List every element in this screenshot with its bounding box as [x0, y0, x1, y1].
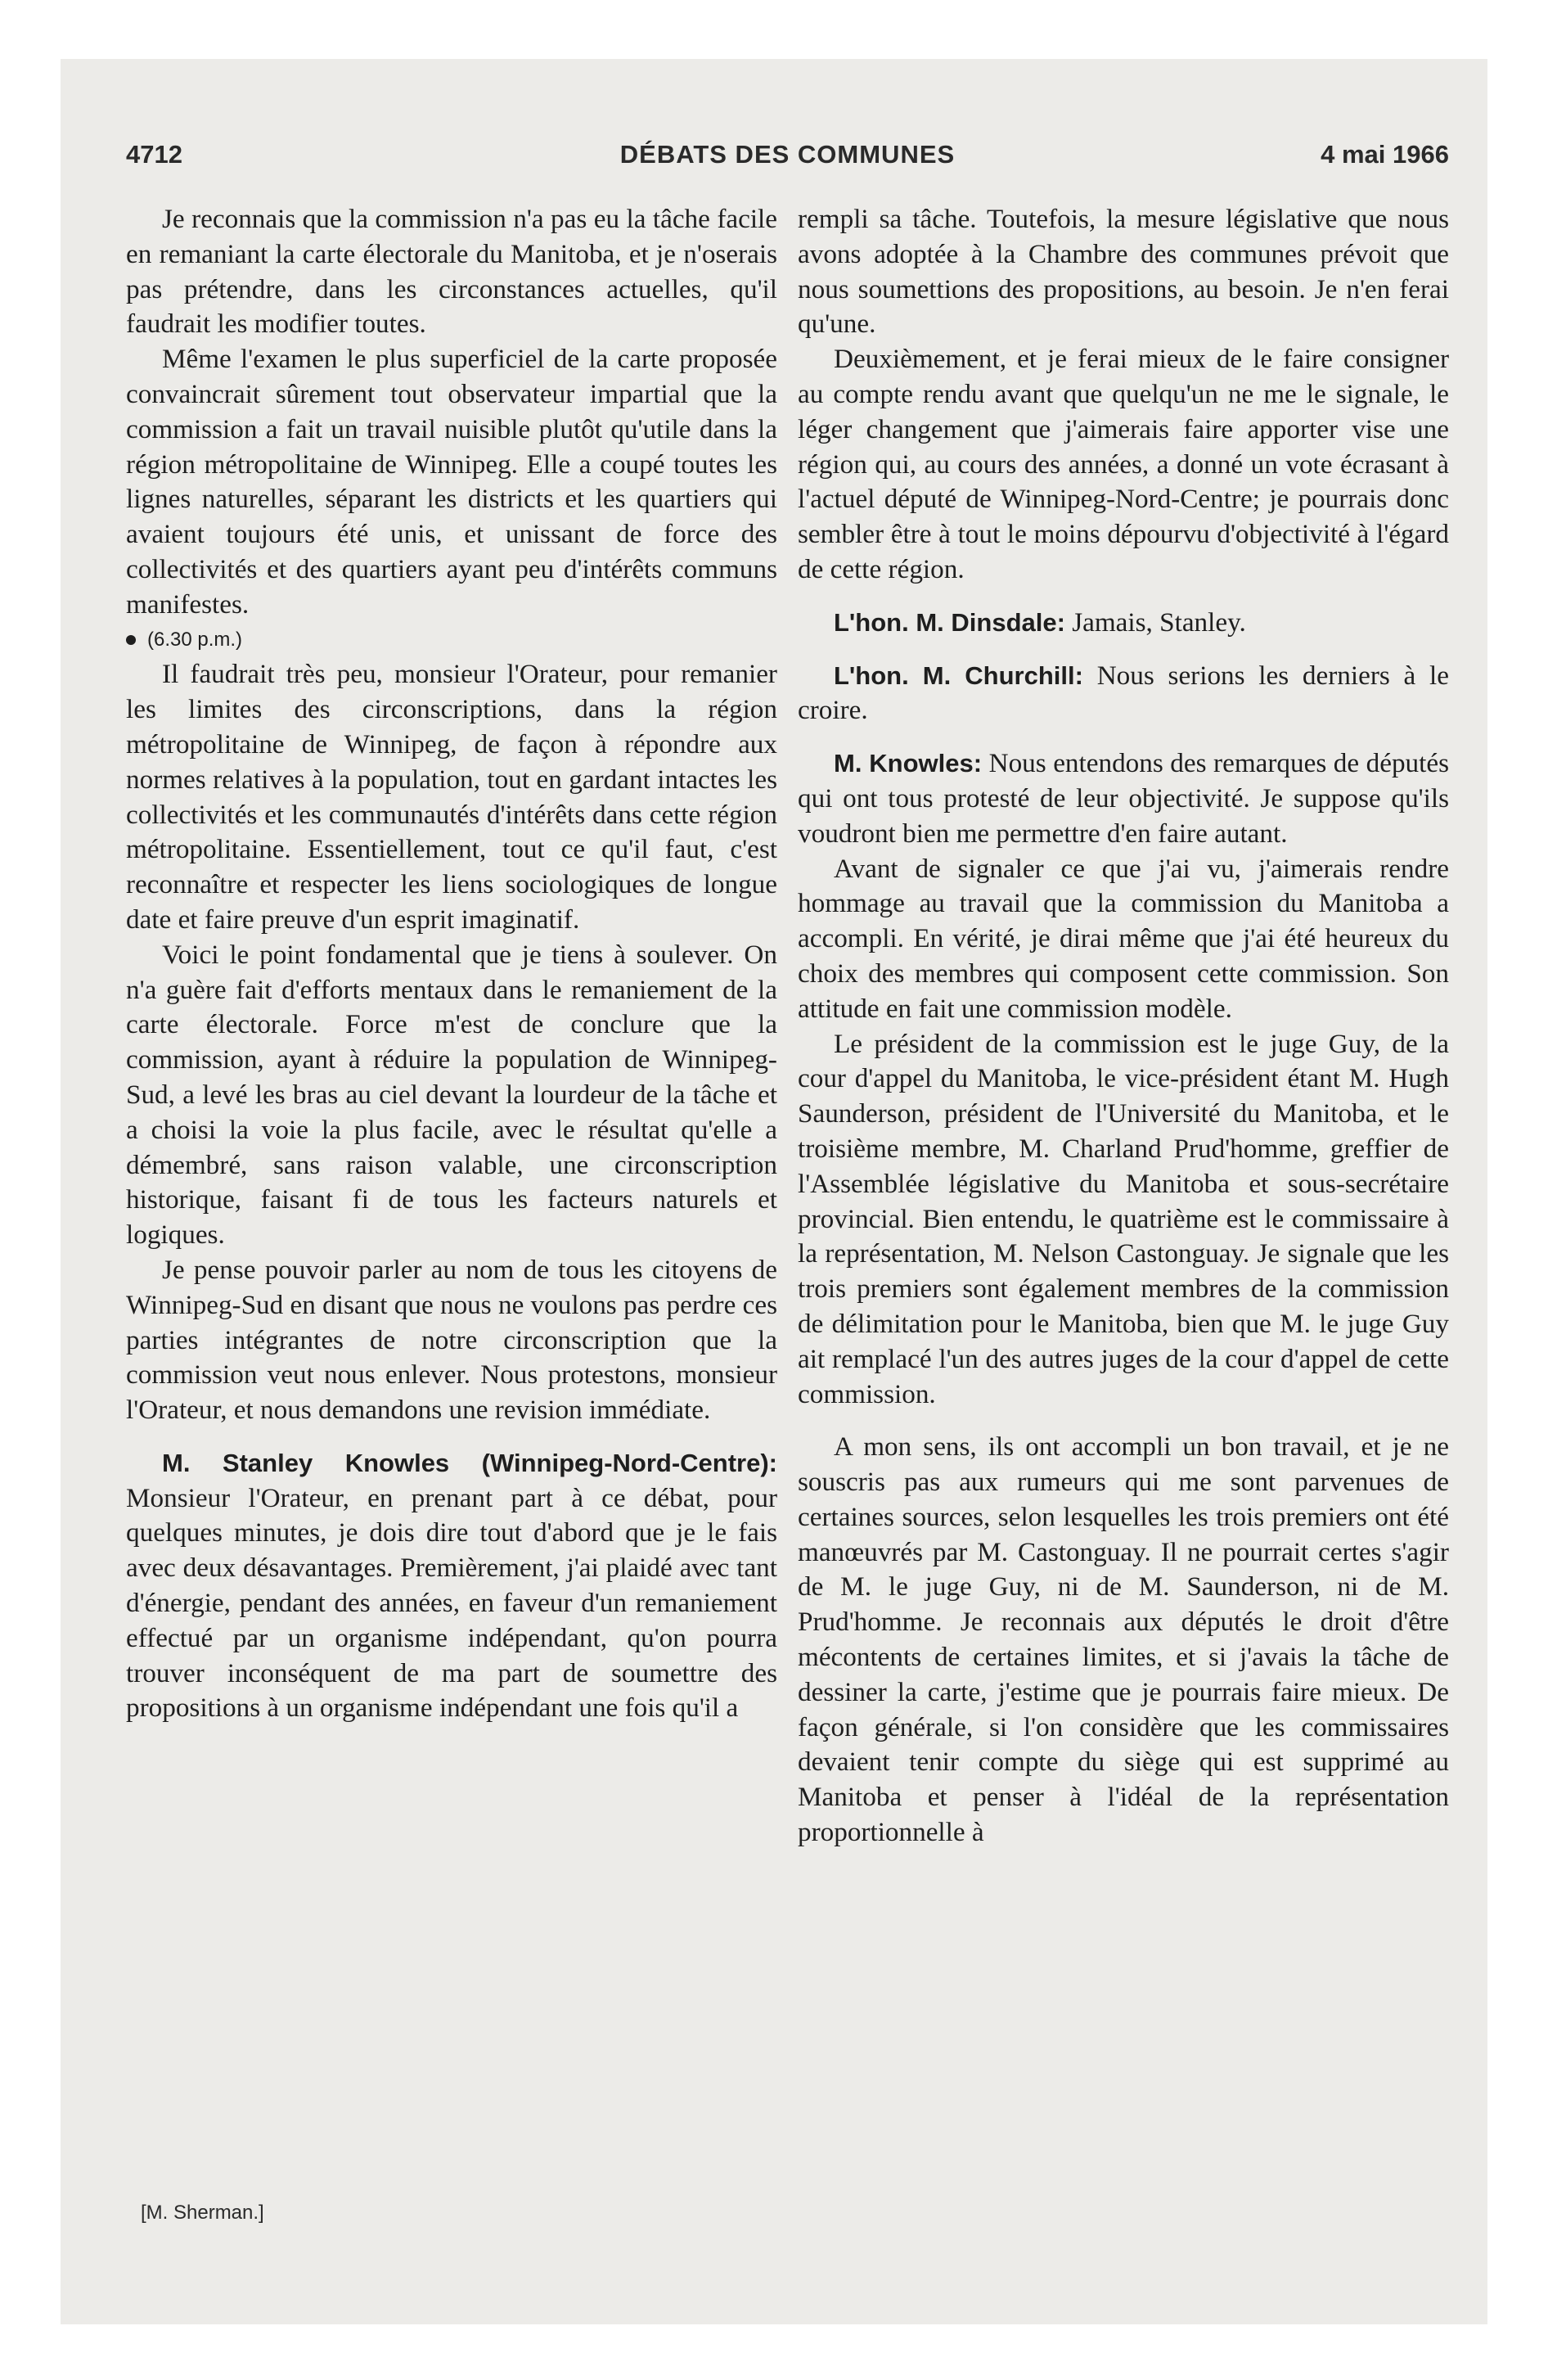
paragraph: Je pense pouvoir parler au nom de tous les citoyens de Winnipeg-Sud en disant que nous ne voulons pas perdre ces parties intégrantes de notre circonscription que la commission veut nous enlever. Nous protestons, monsieur l'Orateur, et nous demandons une revision immédiate.: [126, 1254, 777, 1426]
page-number: 4712: [126, 140, 182, 169]
speaker-name: L'hon. M. Churchill:: [834, 660, 1083, 690]
speech-text: Nous entendons des remarques de députés qui ont tous protesté de leur objectivité. Je suppose qu'ils voudront bien me permettre d'en faire autant.: [798, 748, 1450, 849]
paragraph: Le président de la commission est le juge Guy, de la cour d'appel du Manitoba, le vice-président étant M. Hugh Saunderson, président de l'Université du Manitoba, et le troisième membre, M. Charland Prud'homme, greffier de l'Assemblée législative du Manitoba et sous-secrétaire provincial. Bien entendu, le quatrième est le commissaire à la représentation, M. Nelson Castonguay. Je signale que les trois premiers sont également membres de la commission de délimitation pour le Manitoba, bien que M. le juge Guy ait remplacé l'un des autres juges de la cour d'appel de cette commission.: [798, 1028, 1449, 1409]
paragraph: Il faudrait très peu, monsieur l'Orateur, pour remanier les limites des circonscriptions, dans la région métropolitaine de Winnipeg, de façon à répondre aux normes relatives à la population, tout en gardant intactes les collectivités et les communautés d'intérêts dans cette région métropolitaine. Essentiellement, tout ce qu'il faut, c'est reconnaître et respecter les liens sociologiques de longue date et faire preuve d'un esprit imaginatif.: [126, 659, 777, 935]
speech-paragraph: [798, 659, 1449, 729]
paragraph: rempli sa tâche. Toutefois, la mesure législative que nous avons adoptée à la Chambre des communes prévoit que nous soumettions des propositions, au besoin. Je n'en ferai qu'une.: [798, 204, 1449, 340]
paragraph: Je reconnais que la commission n'a pas eu la tâche facile en remaniant la carte électorale du Manitoba, et je n'oserais pas prétendre, dans les circonstances actuelles, qu'il faudrait les modifier toutes.: [126, 204, 777, 340]
paragraph: Deuxièmement, et je ferai mieux de le faire consigner au compte rendu avant que quelqu'un ne me le signale, le léger changement que j'aimerais faire apporter vise une région qui, au cours des années, a donné un vote écrasant à l'actuel député de Winnipeg-Nord-Centre; je pourrais donc sembler être à tout le moins dépourvu d'objectivité à l'égard de cette région.: [798, 344, 1449, 584]
timestamp: [126, 623, 777, 658]
speaker-name: M. Knowles:: [834, 749, 983, 778]
right-column: [798, 202, 1449, 1850]
paragraph: Même l'examen le plus superficiel de la carte proposée convaincrait sûrement tout observateur impartial que la commission a fait un travail nuisible plutôt qu'utile dans la région métropolitaine de Winnipeg. Elle a coupé toutes les lignes naturelles, séparant les districts et les quartiers qui avaient toujours été unis, et unissant de force des collectivités et des quartiers ayant peu d'intérêts communs manifestes.: [126, 344, 777, 620]
speaker-name: L'hon. M. Dinsdale:: [834, 607, 1065, 637]
speech-paragraph: [798, 606, 1449, 641]
speech-paragraph: [126, 1446, 777, 1726]
publication-title: DÉBATS DES COMMUNES: [619, 140, 956, 169]
speech-text: Nous serions les derniers à le croire.: [798, 660, 1449, 726]
speech-paragraph: [798, 746, 1449, 851]
speaker-name: M. Stanley Knowles (Winnipeg-Nord-Centre):: [162, 1448, 777, 1477]
speech-text: Jamais, Stanley.: [1072, 606, 1246, 638]
page-header: [126, 135, 1449, 176]
speech-text: Monsieur l'Orateur, en prenant part à ce débat, pour quelques minutes, je dois dire tout d'abord que je le fais avec deux désavantages. Premièrement, j'ai plaidé avec tant d'énergie, pendant des années, en faveur d'un remaniement effectué par un organisme indépendant, qu'on pourra trouver inconséquent de ma part de soumettre des propositions à un organisme indépendant une fois qu'il a: [126, 1482, 777, 1724]
speaker-reference: [M. Sherman.]: [141, 2202, 264, 2224]
paragraph: A mon sens, ils ont accompli un bon travail, et je ne souscris pas aux rumeurs qui me sont parvenues de certaines sources, selon lesquelles les trois premiers ont été manœuvrés par M. Castonguay. Il ne pourrait certes s'agir de M. le juge Guy, ni de M. Saunderson, ni de M. Prud'homme. Je reconnais aux députés le droit d'être mécontents de certaines limites, et si j'avais la tâche de dessiner la carte, j'estime que je pourrais faire mieux. De façon générale, si l'on considère que les commissaires devaient tenir compte du siège qui est supprimé au Manitoba et penser à l'idéal de la représentation proportionnelle à: [798, 1431, 1449, 1848]
sitting-date: 4 mai 1966: [1321, 140, 1449, 169]
bullet-icon: [126, 635, 136, 645]
paragraph: Voici le point fondamental que je tiens à soulever. On n'a guère fait d'efforts mentaux dans le remaniement de la carte électorale. Force m'est de conclure que la commission, ayant à réduire la population de Winnipeg-Sud, a levé les bras au ciel devant la lourdeur de la tâche et a choisi la voie la plus facile, avec le résultat qu'elle a démembré, sans raison valable, une circonscription historique, faisant fi de tous les facteurs naturels et logiques.: [126, 939, 777, 1251]
left-column: [126, 202, 777, 1726]
paragraph: Avant de signaler ce que j'ai vu, j'aimerais rendre hommage au travail que la commission du Manitoba a accompli. En vérité, je dirai même que j'ai été heureux du choix des membres qui composent cette commission. Son attitude en fait une commission modèle.: [798, 853, 1449, 1024]
timestamp-text: (6.30 p.m.): [147, 628, 243, 651]
